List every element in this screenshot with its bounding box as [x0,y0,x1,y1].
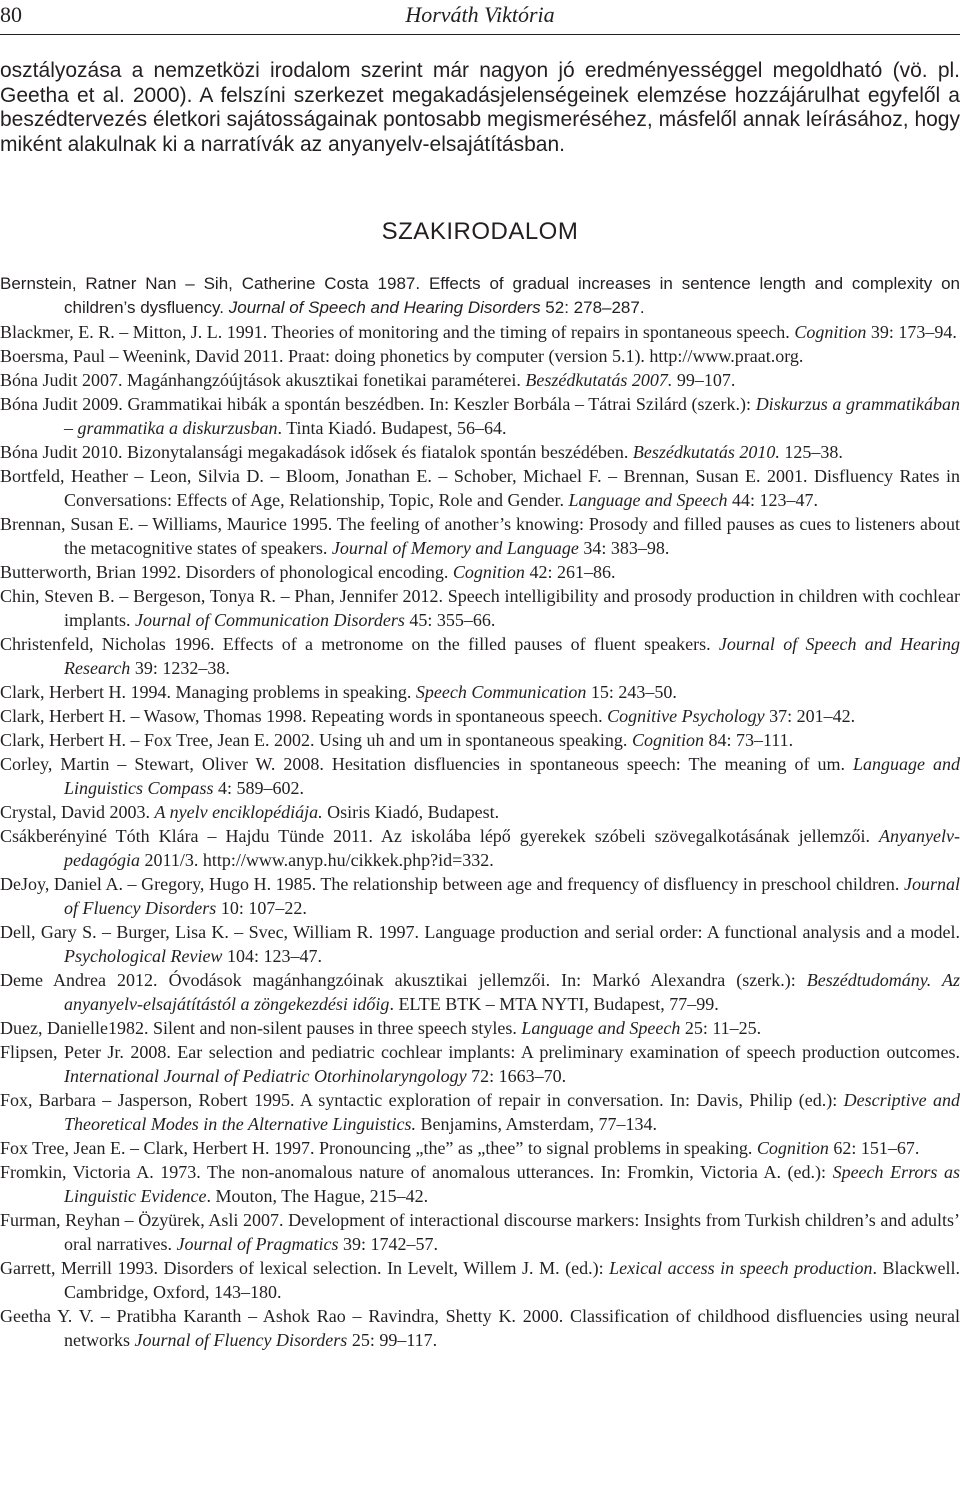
reference-journal: Cognition [452,562,525,582]
reference-text: Bortfeld, Heather – Leon, Silvia D. – Bloom, Jonathan E. – Schober, Michael F. – Brennan, Susan E. 2001. Disfluency Rates in Conversations: Effects of Age, Relationship, Topic, Role and Gender. [0,466,960,510]
reference-text: Brennan, Susan E. – Williams, Maurice 1995. The feeling of another’s knowing: Prosody and filled pauses as cues to listeners about the metacognitive states of speakers. [0,514,960,558]
reference-journal: Cognition [631,730,704,750]
reference-text: Clark, Herbert H. 1994. Managing problems in speaking. [0,682,416,702]
reference-details: 72: 1663–70. [466,1066,567,1086]
running-head: Horváth Viktória [405,2,555,27]
reference-item [0,800,960,824]
reference-details: 39: 1232–38. [130,658,230,678]
reference-journal: Beszédkutatás 2007. [525,370,673,390]
reference-journal: Speech Errors as Linguistic Evidence [64,1162,960,1206]
reference-item [0,1304,960,1352]
reference-text: Fox Tree, Jean E. – Clark, Herbert H. 1997. Pronouncing „the” as „thee” to signal problems in speaking. [0,1138,757,1158]
reference-details: 34: 383–98. [578,538,670,558]
reference-details: 39: 173–94. [866,322,957,342]
reference-item [0,920,960,968]
reference-item [0,632,960,680]
reference-journal: International Journal of Pediatric Otorhinolaryngology [64,1066,467,1086]
reference-details: 15: 243–50. [586,682,677,702]
reference-text: Bóna Judit 2007. Magánhangzóújtások akusztikai fonetikai paraméterei. [0,370,526,390]
reference-details: . Mouton, The Hague, 215–42. [206,1186,429,1206]
reference-details: 10: 107–22. [216,898,307,918]
reference-item [0,584,960,632]
reference-journal: Anyanyelv-pedagógia [64,826,960,870]
reference-item [0,752,960,800]
reference-details: 52: 278–287. [540,298,645,317]
reference-details: 44: 123–47. [727,490,818,510]
reference-journal: Journal of Fluency Disorders [134,1330,348,1350]
reference-text: DeJoy, Daniel A. – Gregory, Hugo H. 1985. The relationship between age and frequency of disfluency in preschool children. [0,874,904,894]
reference-item [0,560,960,584]
reference-journal: Cognition [794,322,867,342]
reference-details: . Blackwell. Cambridge, Oxford, 143–180. [64,1258,960,1302]
reference-text: Deme Andrea 2012. Óvodások magánhangzóinak akusztikai jellemzői. In: Markó Alexandra (szerk.): [0,970,807,990]
reference-journal: Cognitive Psychology [607,706,765,726]
reference-journal: Language and Speech [521,1018,681,1038]
reference-text: Bóna Judit 2009. Grammatikai hibák a spontán beszédben. In: Keszler Borbála – Tátrai Szilárd (szerk.): [0,394,756,414]
reference-item [0,464,960,512]
reference-item [0,1208,960,1256]
reference-journal: Beszédkutatás 2010. [632,442,780,462]
reference-details: Osiris Kiadó, Budapest. [322,802,500,822]
reference-item [0,1160,960,1208]
page-number: 80 [0,2,22,27]
reference-journal: Journal of Communication Disorders [135,610,405,630]
reference-journal: Beszédtudomány. Az anyanyelv-elsajátítástól a zöngekezdési időig [64,970,960,1014]
reference-details: 2011/3. http://www.anyp.hu/cikkek.php?id=332. [140,850,494,870]
reference-text: Clark, Herbert H. – Fox Tree, Jean E. 2002. Using uh and um in spontaneous speaking. [0,730,632,750]
reference-journal: Speech Communication [415,682,587,702]
reference-text: Csákberényiné Tóth Klára – Hajdu Tünde 2011. Az iskolába lépő gyerekek szóbeli szövegalkotásának jellemzői. [0,826,880,846]
reference-text: Geetha Y. V. – Pratibha Karanth – Ashok Rao – Ravindra, Shetty K. 2000. Classification of childhood disfluencies using neural networks [0,1306,960,1350]
reference-details: 4: 589–602. [213,778,305,798]
reference-item [0,824,960,872]
reference-journal: Journal of Fluency Disorders [64,874,960,918]
reference-journal: Journal of Speech and Hearing Disorders [228,298,541,317]
reference-item [0,320,960,344]
reference-text: Butterworth, Brian 1992. Disorders of phonological encoding. [0,562,453,582]
intro-paragraph: osztályozása a nemzetközi irodalom szerint már nagyon jó eredményességgel megoldható (vö. pl. Geetha et al. 2000). A felszíni szerkezet megakadásjelenségeinek elemzése hozzájárulhat egyfelől a beszédtervezés életkori sajátosságainak pontosabb megismeréséhez, másfelől annak leírásához, hogy miként alakulnak ki a narratívák az anyanyelv-elsajátításban. [0,59,960,156]
reference-details: 25: 99–117. [347,1330,438,1350]
reference-details: 104: 123–47. [222,946,322,966]
reference-details: 84: 73–111. [703,730,794,750]
reference-text: Bóna Judit 2010. Bizonytalansági megakadások idősek és fiatalok spontán beszédében. [0,442,633,462]
reference-details: Benjamins, Amsterdam, 77–134. [415,1114,657,1134]
reference-text: Clark, Herbert H. – Wasow, Thomas 1998. Repeating words in spontaneous speech. [0,706,608,726]
reference-text: Garrett, Merrill 1993. Disorders of lexical selection. In Levelt, Willem J. M. (ed.): [0,1258,610,1278]
reference-item [0,704,960,728]
reference-journal: Journal of Pragmatics [176,1234,339,1254]
reference-item [0,344,960,368]
reference-text: Duez, Danielle1982. Silent and non-silent pauses in three speech styles. [0,1018,522,1038]
reference-text: Christenfeld, Nicholas 1996. Effects of a metronome on the filled pauses of fluent speakers. [0,634,719,654]
reference-details: 125–38. [779,442,843,462]
reference-details: 37: 201–42. [764,706,856,726]
reference-item [0,368,960,392]
reference-item [0,272,960,320]
reference-journal: Journal of Memory and Language [331,538,579,558]
reference-text: Bernstein, Ratner Nan – Sih, Catherine Costa 1987. Effects of gradual increases in sentence length and complexity on children’s dysfluency. [0,274,960,317]
reference-journal: Lexical access in speech production [609,1258,873,1278]
reference-journal: Journal of Speech and Hearing Research [64,634,960,678]
reference-text: Corley, Martin – Stewart, Oliver W. 2008. Hesitation disfluencies in spontaneous speech: The meaning of um. [0,754,853,774]
reference-text: Fox, Barbara – Jasperson, Robert 1995. A syntactic exploration of repair in conversation. In: Davis, Philip (ed.): [0,1090,844,1110]
reference-details: . Tinta Kiadó. Budapest, 56–64. [277,418,507,438]
reference-item [0,1256,960,1304]
reference-text: Chin, Steven B. – Bergeson, Tonya R. – Phan, Jennifer 2012. Speech intelligibility and prosody production in children with cochlear implants. [0,586,960,630]
reference-details: 62: 151–67. [828,1138,920,1158]
reference-item [0,1016,960,1040]
reference-text: Blackmer, E. R. – Mitton, J. L. 1991. Theories of monitoring and the timing of repairs in spontaneous speech. [0,322,795,342]
reference-details: 45: 355–66. [404,610,496,630]
reference-journal: Diskurzus a grammatikában – grammatika a diskurzusban [64,394,960,438]
reference-item [0,392,960,440]
reference-details: 42: 261–86. [524,562,616,582]
reference-item [0,680,960,704]
reference-text: Dell, Gary S. – Burger, Lisa K. – Svec, William R. 1997. Language production and serial order: A functional analysis and a model. [0,922,960,942]
reference-text: Boersma, Paul – Weenink, David 2011. Praat: doing phonetics by computer (version 5.1). http://www.praat.org. [0,346,804,366]
reference-item [0,728,960,752]
reference-item [0,440,960,464]
reference-item [0,968,960,1016]
reference-item [0,1040,960,1088]
reference-journal: Language and Linguistics Compass [64,754,960,798]
reference-text: Furman, Reyhan – Özyürek, Asli 2007. Development of interactional discourse markers: Insights from Turkish children’s and adults’ oral narratives. [0,1210,960,1254]
reference-details: 25: 11–25. [680,1018,762,1038]
reference-item [0,1088,960,1136]
reference-details: 99–107. [672,370,736,390]
reference-journal: Psychological Review [64,946,223,966]
section-title: SZAKIRODALOM [381,218,579,245]
page-header [0,0,960,35]
reference-item [0,512,960,560]
reference-details: . ELTE BTK – MTA NYTI, Budapest, 77–99. [389,994,719,1014]
reference-journal: Language and Speech [568,490,728,510]
reference-item [0,872,960,920]
reference-text: Fromkin, Victoria A. 1973. The non-anomalous nature of anomalous utterances. In: Fromkin, Victoria A. (ed.): [0,1162,833,1182]
reference-text: Crystal, David 2003. [0,802,155,822]
reference-item [0,1136,960,1160]
reference-journal: A nyelv enciklopédiája. [154,802,323,822]
reference-list [0,272,960,1352]
reference-journal: Descriptive and Theoretical Modes in the Alternative Linguistics. [64,1090,960,1134]
reference-details: 39: 1742–57. [338,1234,438,1254]
reference-journal: Cognition [756,1138,829,1158]
reference-text: Flipsen, Peter Jr. 2008. Ear selection and pediatric cochlear implants: A preliminary examination of speech production outcomes. [0,1042,960,1062]
